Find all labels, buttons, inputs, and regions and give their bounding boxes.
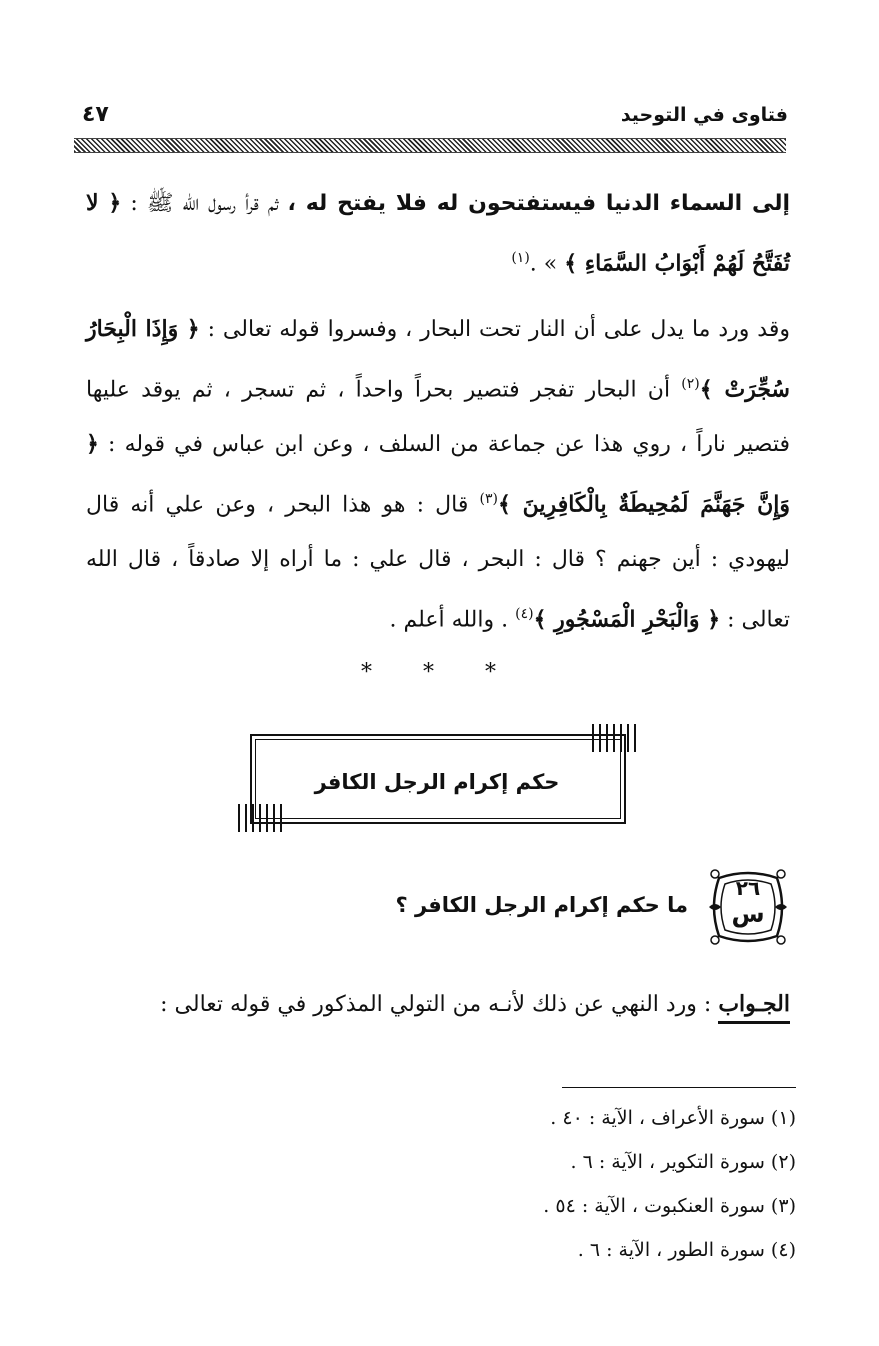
- header-divider: [74, 138, 786, 153]
- question-text: ما حكم إكرام الرجل الكافر ؟: [395, 893, 688, 917]
- footnote-ref: (٢): [681, 376, 700, 392]
- footnote-ref: (١): [511, 250, 530, 266]
- footnote-item: (١) سورة الأعراف ، الآية : ٤٠ .: [550, 1107, 796, 1129]
- footnote-ref: (٤): [515, 605, 534, 622]
- question-number-badge: [705, 864, 791, 950]
- answer-paragraph: [86, 984, 790, 1025]
- footnote-item: (٢) سورة التكوير ، الآية : ٦ .: [570, 1151, 796, 1173]
- frame-ornament-icon: [238, 804, 282, 832]
- section-title: حكم إكرام الرجل الكافر: [314, 770, 560, 794]
- footnote-item: (٣) سورة العنكبوت ، الآية : ٥٤ .: [543, 1195, 796, 1217]
- section-title-frame: [238, 724, 636, 832]
- section-separator: * * *: [361, 660, 518, 685]
- question-letter: س: [731, 900, 765, 928]
- frame-ornament-icon: [592, 724, 636, 752]
- quran-verse: ﴿ وَإِذَا الْبِحَارُ سُجِّرَتْ ﴾: [86, 316, 790, 403]
- paragraph-2: [86, 302, 790, 647]
- paragraph-1: [86, 176, 790, 291]
- p2-text: أن البحار تفجر فتصير بحراً واحداً ، ثم تسجر ، ثم يوقد عليها فتصير ناراً ، روي هذا عن جماعة من السلف ، وعن ابن عباس في قوله :: [86, 377, 791, 458]
- quran-verse: ﴿ وَإِنَّ جَهَنَّمَ لَمُحِيطَةٌ بِالْكَافِرِينَ ﴾: [86, 431, 790, 518]
- footnote-divider: [562, 1087, 796, 1088]
- p2-text: قال : هو هذا البحر ، وعن علي أنه قال ليهودي : أين جهنم ؟ قال : البحر ، قال علي : ما أراه إلا صادقاً ، قال الله تعالى :: [86, 492, 790, 632]
- page-header: [78, 104, 788, 134]
- p1-bold-text: إلى السماء الدنيا فيستفتحون له فلا يفتح له ،: [287, 191, 791, 216]
- p2-end: . والله أعلم .: [389, 606, 509, 632]
- footnotes: [380, 1096, 796, 1272]
- footnote-ref: (٣): [479, 491, 498, 508]
- quran-verse: ﴿ وَالْبَحْرِ الْمَسْجُورِ ﴾: [533, 605, 721, 632]
- p2-text: وقد ورد ما يدل على أن النار تحت البحار ، وفسروا قوله تعالى :: [207, 317, 790, 342]
- footnote-item: (٤) سورة الطور ، الآية : ٦ .: [577, 1239, 796, 1261]
- answer-text: : ورد النهي عن ذلك لأنـه من التولي المذكور في قوله تعالى :: [160, 992, 712, 1017]
- page-number: ٤٧: [82, 102, 109, 127]
- quran-verse: ﴿ لا تُفَتَّحُ لَهُمْ أَبْوَابُ السَّمَاءِ ﴾: [86, 190, 790, 277]
- question-number: ٢٦: [735, 876, 761, 900]
- answer-label: الجـواب: [718, 991, 790, 1024]
- p1-end: » .: [529, 251, 558, 277]
- p1-text: ثم قرأ رسول الله ﷺ :: [130, 191, 279, 216]
- running-title: فتاوى في التوحيد: [620, 104, 788, 126]
